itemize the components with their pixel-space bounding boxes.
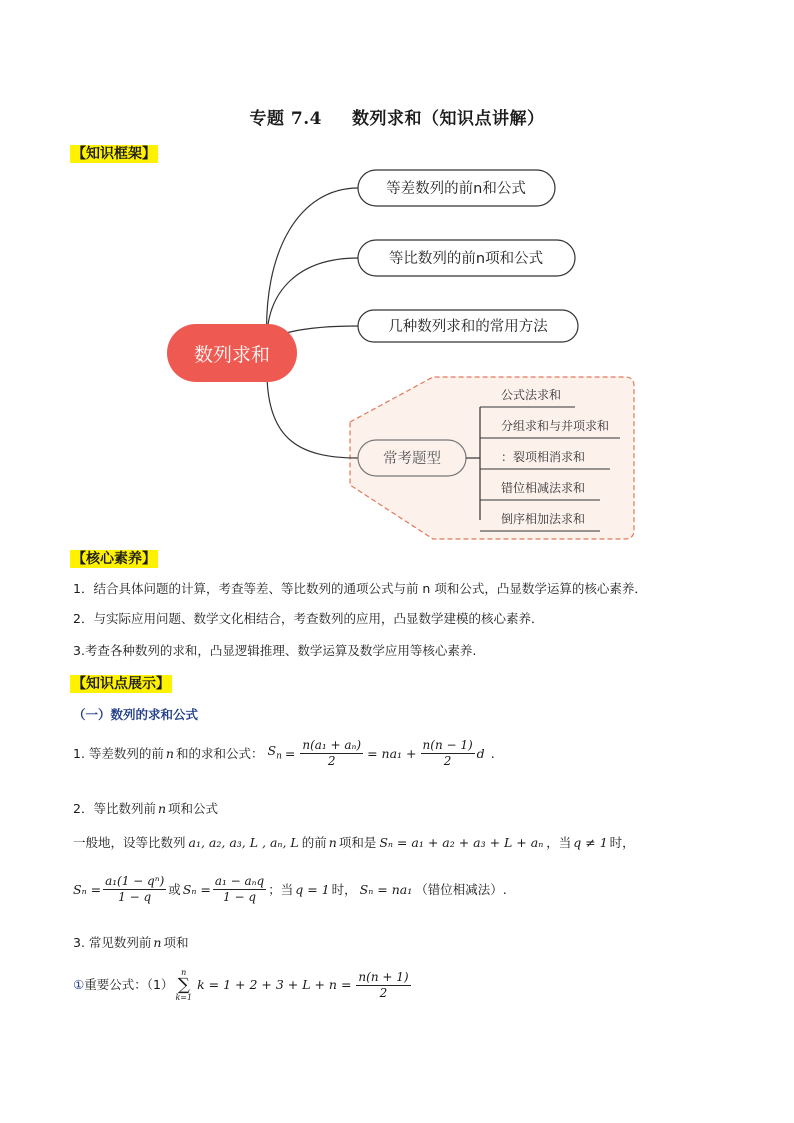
var-n: n (157, 801, 167, 816)
var-n: n (165, 745, 174, 761)
point-2-label: 2．等比数列前 (73, 801, 156, 816)
point-1-label2: 和的求和公式： (175, 745, 264, 761)
fraction (300, 738, 363, 769)
point-2-label2: 项和公式 (168, 801, 219, 816)
title-main: 数列求和（知识点讲解） (352, 109, 545, 129)
mindmap (150, 160, 650, 550)
section-core (70, 548, 158, 568)
expr-tail: d (476, 745, 485, 761)
sum-upper: n (181, 968, 187, 977)
fraction-numerator: a₁(1 − qⁿ) (105, 874, 165, 888)
fraction (103, 874, 166, 905)
point-1 (73, 738, 495, 769)
var-n: n (328, 835, 337, 850)
fraction-denominator: 2 (443, 754, 452, 768)
period: . (490, 745, 495, 761)
point-2-line (73, 834, 635, 852)
condition: q ≠ 1 (573, 835, 608, 850)
branch-label: 几种数列求和的常用方法 (388, 319, 548, 335)
title-prefix: 专题 7.4 (249, 109, 322, 129)
point-3-formula (73, 968, 413, 1002)
text: 一般地，设等比数列 (73, 835, 186, 850)
point-3-label: 3. 常见数列前 (73, 935, 152, 950)
point-1-label: 1. 等差数列的前 (73, 745, 164, 761)
text: ；当 (268, 881, 294, 897)
fraction-numerator: n(n + 1) (358, 969, 409, 984)
text: 时， (331, 881, 357, 897)
type-label: 倒序相加法求和 (501, 512, 586, 526)
type-label: 错位相减法求和 (501, 481, 586, 495)
fraction (213, 874, 266, 905)
sum-lower: k=1 (175, 993, 193, 1002)
point-3-heading (73, 934, 188, 952)
expr-mid: = na₁ + (367, 745, 417, 761)
fraction-denominator: 2 (327, 754, 336, 768)
sum-expression: k = 1 + 2 + 3 + L + n = (197, 977, 352, 992)
branch-label: 常考题型 (383, 451, 441, 467)
center-label: 数列求和 (193, 344, 271, 366)
sigma-icon: ∑ (177, 975, 190, 995)
section-framework (70, 143, 158, 163)
sn-symbol: Sₙ = (73, 881, 102, 897)
fraction-numerator: a₁ − aₙq (214, 874, 265, 888)
fraction (356, 970, 410, 1001)
text: 时， (609, 835, 635, 850)
text: 的前 (301, 835, 327, 850)
point-3-label2: 项和 (163, 935, 189, 950)
section-points (70, 673, 172, 693)
sequence: a₁, a₂, a₃, L , aₙ, L (188, 835, 299, 850)
sn-symbol (267, 742, 281, 766)
fraction-numerator: n(n − 1) (422, 738, 473, 752)
core-item: 2．与实际应用问题、数学文化相结合，考查数列的应用，凸显数学建模的核心素养． (73, 611, 544, 626)
sum-expression: Sₙ = a₁ + a₂ + a₃ + L + aₙ (379, 835, 544, 850)
fraction-denominator: 2 (379, 985, 388, 1000)
branch-label: 等差数列的前n和公式 (386, 181, 526, 197)
point-2-heading (73, 800, 218, 818)
core-item: 3.考查各种数列的求和，凸显逻辑推理、数学运算及数学应用等核心素养. (73, 643, 477, 658)
page-title (0, 104, 794, 129)
note: （错位相减法）. (415, 881, 507, 897)
formula-label: 重要公式：（1） (84, 977, 174, 992)
fraction-denominator: 1 − q (223, 890, 257, 904)
sn-sub: n (276, 751, 282, 762)
sn-symbol: Sₙ = (182, 881, 211, 897)
subsection-title: （一）数列的求和公式 (73, 707, 199, 722)
condition: q = 1 (295, 881, 330, 897)
core-item: 1．结合具体问题的计算，考查等差、等比数列的通项公式与前 n 项和公式，凸显数学运算的核心素养． (73, 581, 647, 596)
fraction-numerator: n(a₁ + aₙ) (302, 738, 362, 752)
section-points-label: 【知识点展示】 (72, 676, 170, 692)
type-label: ：裂项相消求和 (501, 450, 586, 464)
type-label: 公式法求和 (501, 388, 562, 402)
connector (267, 375, 358, 458)
or: 或 (168, 881, 181, 897)
fraction-denominator: 1 − q (118, 890, 152, 904)
fraction (421, 738, 475, 769)
section-framework-label: 【知识框架】 (72, 146, 156, 162)
branch-label: 等比数列的前n项和公式 (388, 251, 544, 267)
point-2-formula (73, 874, 507, 905)
circled-number: ① (73, 977, 85, 992)
sn-s: S (267, 742, 277, 758)
text: 项和是 (338, 835, 377, 850)
text: ，当 (546, 835, 572, 850)
summation (175, 968, 192, 1002)
section-core-label: 【核心素养】 (72, 551, 156, 567)
equals: = (284, 745, 296, 761)
var-n: n (153, 935, 162, 950)
formula: Sₙ = na₁ (359, 881, 413, 897)
type-label: 分组求和与并项求和 (501, 419, 610, 433)
